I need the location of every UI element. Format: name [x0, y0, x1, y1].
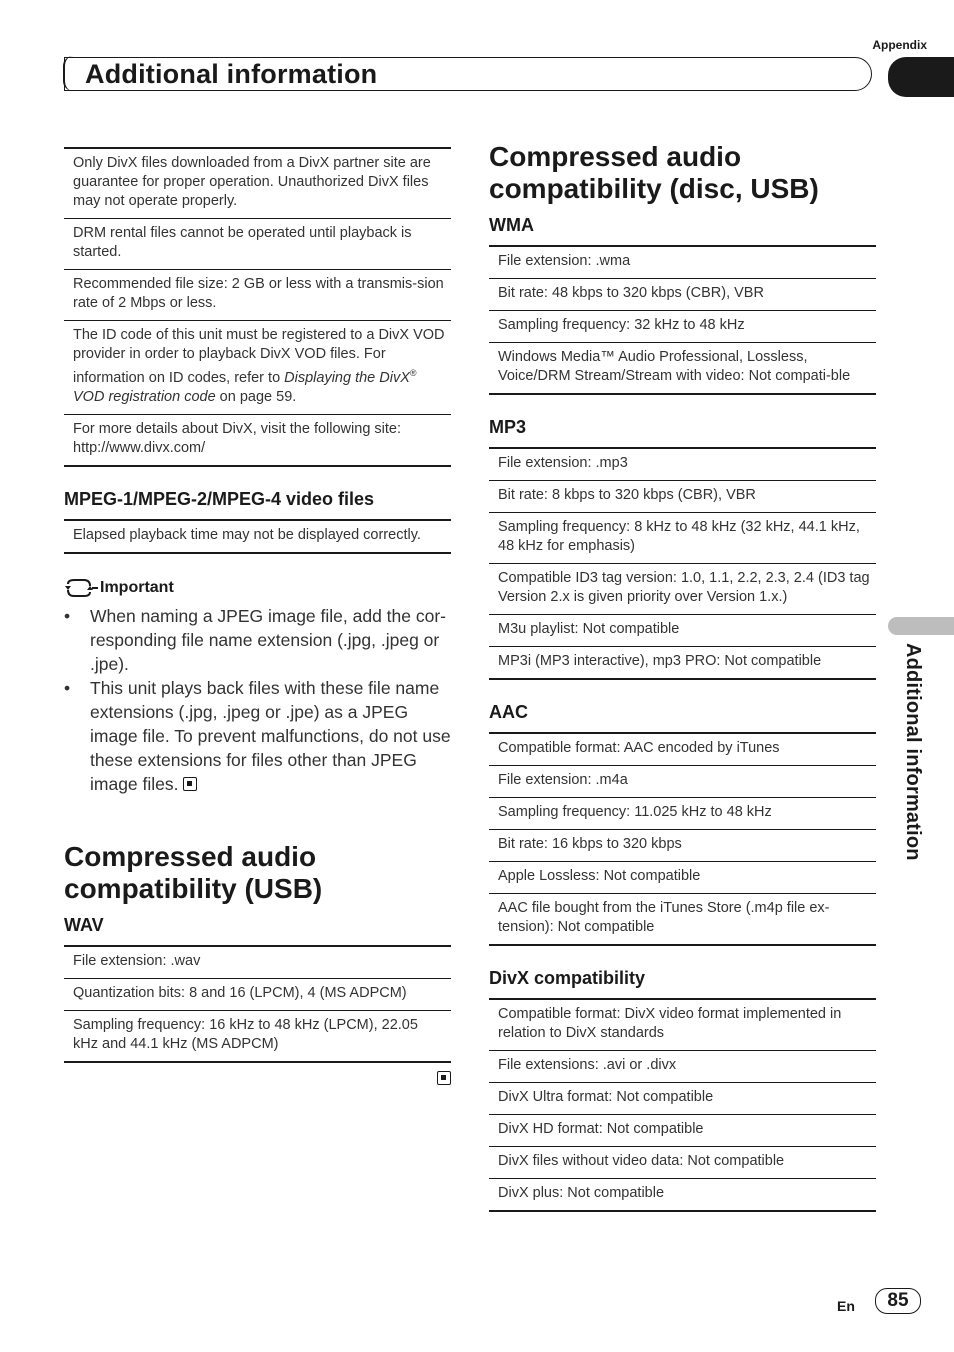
- mpeg-heading: MPEG-1/MPEG-2/MPEG-4 video files: [64, 488, 375, 509]
- side-section-label: Additional information: [902, 643, 924, 861]
- table-row: Quantization bits: 8 and 16 (LPCM), 4 (MS ADPCM): [64, 979, 451, 1011]
- table-row: File extensions: .avi or .divx: [489, 1051, 876, 1083]
- wav-table: [64, 945, 451, 1063]
- chapter-tab-grey: [888, 617, 954, 635]
- section-title-bar: [64, 57, 872, 91]
- usb-heading: Compressed audio compatibility (USB): [64, 841, 323, 904]
- table-row: DivX HD format: Not compatible: [489, 1115, 876, 1147]
- appendix-label: Appendix: [872, 38, 927, 52]
- chapter-tab-black: [888, 57, 954, 97]
- important-list: [64, 604, 451, 796]
- wma-table: [489, 245, 876, 395]
- end-mark-wrapper: [64, 1071, 451, 1089]
- aac-heading: AAC: [489, 702, 528, 722]
- page-number: 85: [875, 1288, 921, 1314]
- end-mark-icon: [437, 1071, 451, 1085]
- table-row: Compatible ID3 tag version: 1.0, 1.1, 2.2, 2.3, 2.4 (ID3 tag Version 2.x is given priority over Version 1.x.): [489, 564, 876, 615]
- list-item: [64, 676, 451, 796]
- table-row: [64, 321, 451, 415]
- aac-table: [489, 732, 876, 946]
- table-row: DRM rental files cannot be operated until playback is started.: [64, 219, 451, 270]
- row-text-end: on page 59.: [215, 388, 297, 405]
- table-row: Compatible format: AAC encoded by iTunes: [489, 734, 876, 766]
- table-row: Only DivX files downloaded from a DivX partner site are guarantee for proper operation. Unauthorized DivX files may not operate properly.: [64, 149, 451, 219]
- usb-section: [64, 841, 451, 1089]
- table-row: Sampling frequency: 16 kHz to 48 kHz (LPCM), 22.05 kHz and 44.1 kHz (MS ADPCM): [64, 1011, 451, 1063]
- mp3-heading: MP3: [489, 417, 527, 437]
- table-row: Elapsed playback time may not be displayed correctly.: [64, 521, 451, 554]
- divx-notes-table: [64, 147, 451, 467]
- row-ref-cont: VOD registration code: [73, 388, 216, 405]
- table-row: Sampling frequency: 8 kHz to 48 kHz (32 kHz, 44.1 kHz, 48 kHz for emphasis): [489, 513, 876, 564]
- table-row: Sampling frequency: 32 kHz to 48 kHz: [489, 311, 876, 343]
- mp3-table: [489, 447, 876, 680]
- table-row: For more details about DivX, visit the following site: http://www.divx.com/: [64, 415, 451, 467]
- table-row: M3u playlist: Not compatible: [489, 615, 876, 647]
- table-row: File extension: .mp3: [489, 449, 876, 481]
- wav-heading: WAV: [64, 915, 104, 935]
- table-row: Recommended file size: 2 GB or less with a transmis-sion rate of 2 Mbps or less.: [64, 270, 451, 321]
- table-row: AAC file bought from the iTunes Store (.m4p file ex-tension): Not compatible: [489, 894, 876, 946]
- right-column: [489, 141, 876, 1212]
- table-row: MP3i (MP3 interactive), mp3 PRO: Not compatible: [489, 647, 876, 680]
- mpeg-table: [64, 519, 451, 554]
- language-label: En: [837, 1298, 855, 1314]
- important-heading: [64, 578, 451, 598]
- table-row: Windows Media™ Audio Professional, Lossless, Voice/DRM Stream/Stream with video: Not compati-ble: [489, 343, 876, 395]
- table-row: Sampling frequency: 11.025 kHz to 48 kHz: [489, 798, 876, 830]
- table-row: DivX plus: Not compatible: [489, 1179, 876, 1212]
- table-row: File extension: .wav: [64, 947, 451, 979]
- divx-heading: DivX compatibility: [489, 968, 646, 988]
- table-row: Bit rate: 16 kbps to 320 kbps: [489, 830, 876, 862]
- table-row: DivX Ultra format: Not compatible: [489, 1083, 876, 1115]
- table-row: File extension: .m4a: [489, 766, 876, 798]
- row-text: The ID code of this unit must be registered to a DivX VOD provider in order to playback DivX VOD files. For information on ID codes, refer to: [73, 327, 445, 386]
- table-row: Bit rate: 8 kbps to 320 kbps (CBR), VBR: [489, 481, 876, 513]
- important-label: Important: [100, 578, 174, 596]
- table-row: Apple Lossless: Not compatible: [489, 862, 876, 894]
- left-column: [64, 147, 451, 796]
- section-title: Additional information: [85, 59, 378, 89]
- list-item-text: This unit plays back files with these file name extensions (.jpg, .jpeg or .jpe) as a JPEG image file. To prevent malfunctions, do not use these extensions for files other than JPEG image files.: [90, 677, 451, 794]
- registered-mark: ®: [409, 368, 417, 378]
- table-row: File extension: .wma: [489, 247, 876, 279]
- divx-table: [489, 998, 876, 1212]
- list-item: • When naming a JPEG image file, add the cor-responding file name extension (.jpg, .jpeg or .jpe).: [64, 604, 451, 676]
- end-mark-icon: [183, 777, 197, 791]
- table-row: DivX files without video data: Not compatible: [489, 1147, 876, 1179]
- disc-usb-heading: Compressed audio compatibility (disc, USB): [489, 141, 819, 204]
- important-block: [64, 578, 451, 796]
- table-row: Bit rate: 48 kbps to 320 kbps (CBR), VBR: [489, 279, 876, 311]
- important-icon: [64, 578, 98, 598]
- wma-heading: WMA: [489, 215, 534, 235]
- table-row: Compatible format: DivX video format implemented in relation to DivX standards: [489, 1000, 876, 1051]
- row-ref: Displaying the DivX: [284, 369, 410, 386]
